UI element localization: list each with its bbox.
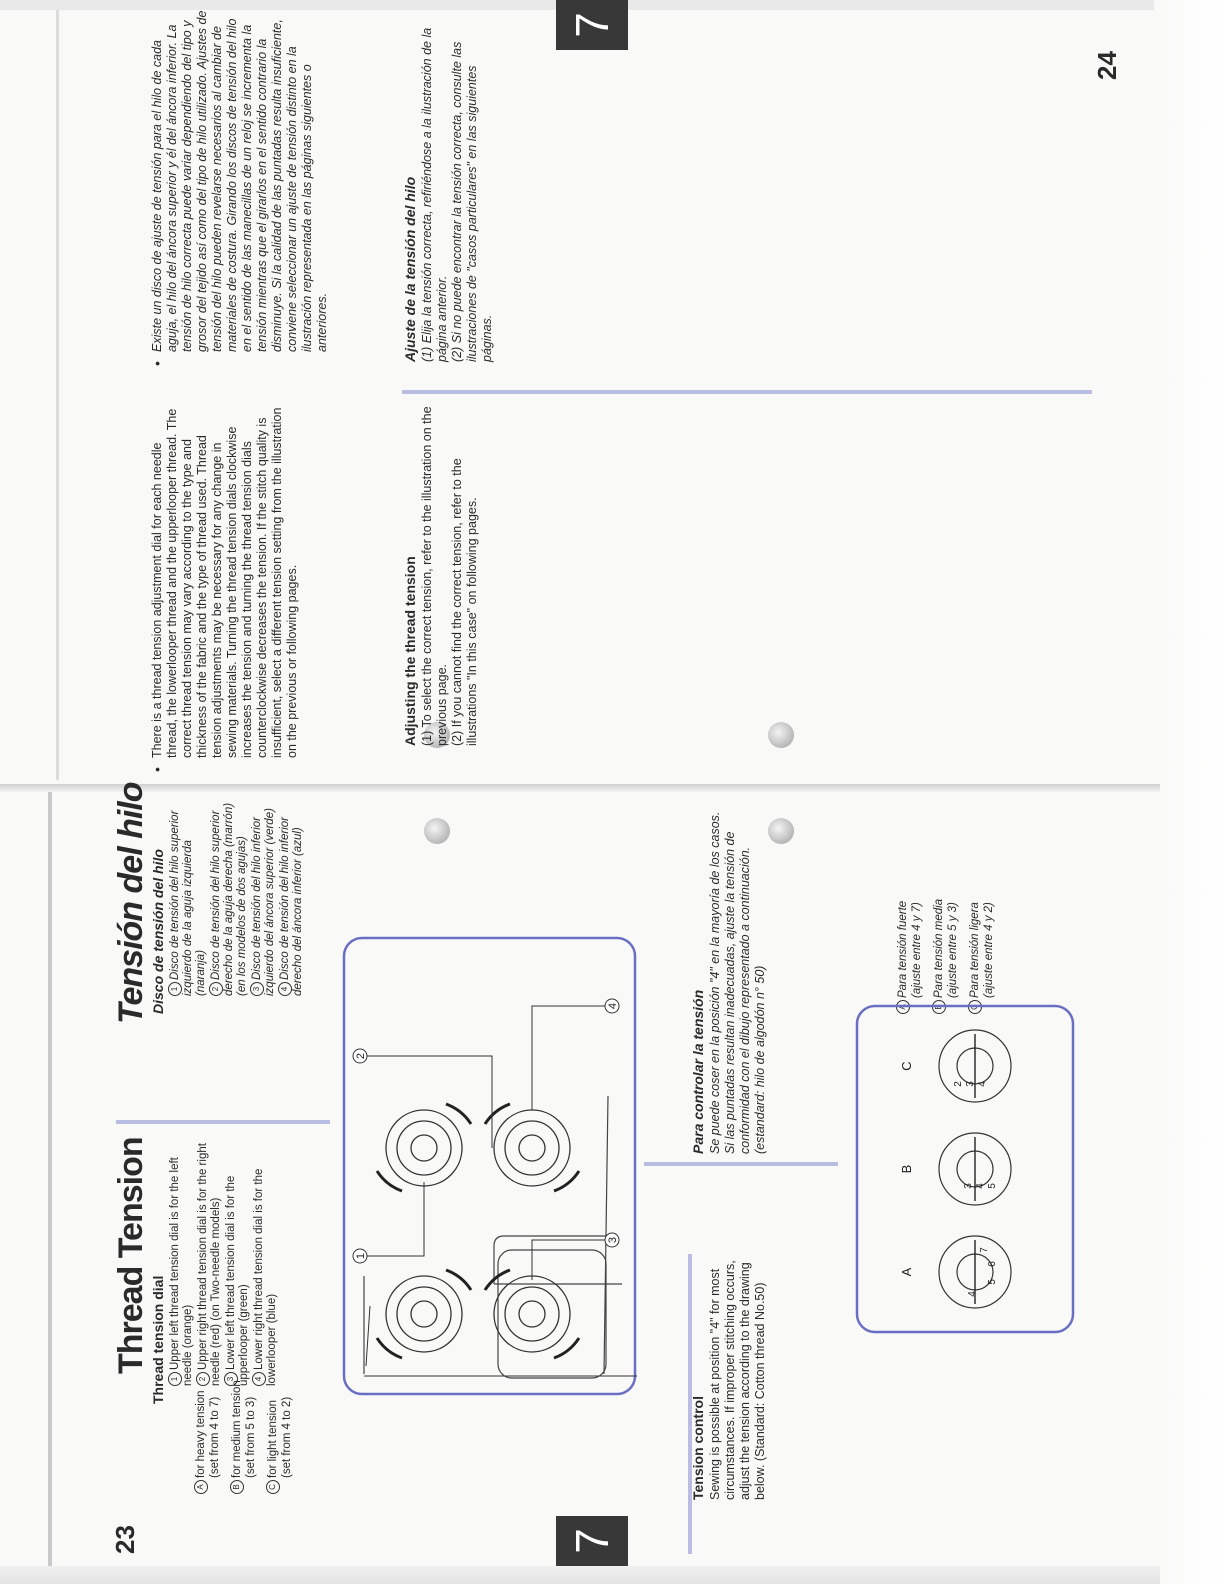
legend-letter: C	[968, 1000, 982, 1014]
legend-entry	[266, 1274, 294, 1494]
legend-letter: C	[266, 1480, 280, 1494]
gauge-letter-a: A	[899, 1267, 914, 1277]
gauge-c-num: 2	[953, 1081, 964, 1087]
legend-letter: B	[230, 1480, 244, 1494]
divider-left-top	[116, 1120, 330, 1124]
legend-entry	[968, 794, 996, 1014]
legend-entry	[230, 1274, 258, 1494]
control-text-en: Sewing is possible at position "4" for most circumstances. If improper stitching occurs, adjust the tension according to the drawing below. (Standard: Cotton thread No.50)	[708, 1260, 767, 1500]
control-heading-en: Tension control	[690, 1396, 706, 1500]
legend-es	[896, 794, 1004, 1014]
dial-text: Disco de tensión del hilo superior izquierdo de la aguja izquierda (naranja)	[169, 810, 208, 996]
dial-number: 1	[168, 1372, 182, 1386]
dial-text: Disco de tensión del hilo inferior derecho del áncora inferior (azul)	[279, 816, 305, 996]
adjust-step	[420, 406, 450, 746]
dial-item	[278, 794, 305, 996]
adjust-heading-en: Adjusting the thread tension	[402, 556, 418, 746]
title-es: Tensión del hilo	[112, 782, 150, 1024]
legend-line1: for medium tension	[231, 1380, 244, 1478]
adjust-es	[402, 22, 495, 362]
title-en: Thread Tension	[112, 1137, 150, 1374]
dial-number: 2	[209, 982, 223, 996]
tension-control-es	[690, 804, 768, 1154]
legend-line2: (ajuste entre 5 y 3)	[947, 902, 960, 998]
dial-text: Disco de tensión del hilo inferior izquierdo del áncora superior (verde)	[251, 808, 277, 996]
chapter-tab-left: 7	[556, 1516, 628, 1566]
page-number-24: 24	[1092, 51, 1122, 80]
dial-number: 4	[252, 1372, 266, 1386]
legend-line2: (set from 4 to 2)	[281, 1396, 294, 1478]
legend-entry	[932, 794, 960, 1014]
divider-left-mid2	[644, 1162, 838, 1166]
legend-line1: Para tensión fuerte	[897, 900, 910, 998]
callout-1: 1	[355, 1252, 367, 1260]
gauge-c-num: 4	[977, 1081, 988, 1087]
gauge-a-num: 4	[967, 1291, 978, 1297]
callout-2: 2	[355, 1052, 367, 1060]
dial-number: 2	[196, 1372, 210, 1386]
gauge-b-num: 3	[963, 1183, 974, 1189]
gauge-a-num: 5	[987, 1279, 998, 1285]
dial-item	[209, 794, 249, 996]
dial-number: 3	[250, 982, 264, 996]
gauge-b-num: 4	[975, 1183, 986, 1189]
dial-items-es	[168, 794, 305, 1014]
tension-control-en	[690, 1260, 768, 1500]
callout-4: 4	[607, 1002, 619, 1010]
step-text: Elija la tensión correcta, refiriéndose a la ilustración de la página anterior.	[420, 27, 449, 362]
gauge-letter-c: C	[899, 1061, 914, 1071]
legend-line1: for light tension	[267, 1400, 280, 1478]
divider-right	[402, 390, 1092, 394]
body-es: • Existe un disco de ajuste de tensión para el hilo de cada aguja, el hilo del áncora superior y él del áncora inferior. La tensión de hilo correcta puede variar dependiendo del tipo y grosor del tejido así como del tipo de hilo utilizado. Ajustes de tensión del hilo pueden revelarse necesarios al cambiar de materiales de costura. Girando los discos de tensión del hilo en el sentido de las manecillas de un reloj se incrementa la tensión mientras que el girarlos en el sentido contrario la disminuye. Si la calidad de las puntadas resulta insuficiente, conviene seleccionar un ajuste de tensión distinto en la ilustración representada en las páginas siguientes o anteriores.	[150, 6, 330, 366]
dial-text: Upper right thread tension dial is for the right needle (red) (on Two-needle models)	[197, 1143, 223, 1386]
dial-number: 3	[224, 1372, 238, 1386]
legend-en	[194, 1274, 302, 1494]
dial-heading-es: Disco de tensión del hilo	[150, 849, 166, 1014]
dial-item	[250, 794, 277, 996]
step-number: (1)	[420, 727, 434, 746]
dial-text: Upper left thread tension dial is for the left needle (orange)	[169, 1157, 195, 1386]
gauge-a-num: 7	[979, 1247, 990, 1253]
dial-number: 1	[168, 982, 182, 996]
dial-text: Lower left thread tension dial is for the upperlooper (green)	[225, 1175, 251, 1386]
dial-text: Lower right thread tension dial is for the lowerlooper (blue)	[253, 1168, 279, 1386]
step-text: To select the correct tension, refer to the illustration on the previous page.	[420, 406, 449, 746]
dial-list-es	[150, 794, 306, 1014]
callout-3: 3	[607, 1236, 619, 1244]
legend-line1: Para tensión media	[933, 898, 946, 998]
gauge-a-num: 6	[987, 1261, 998, 1267]
body-text-es: Existe un disco de ajuste de tensión para el hilo de cada aguja, el hilo del áncora superior y él del áncora inferior. La tensión de hilo correcta puede variar dependiendo del tipo y grosor del tejido así como del tipo de hilo utilizado. Ajustes de tensión del hilo pueden revelarse necesarios al cambiar de materiales de costura. Girando los discos de tensión del hilo en el sentido de las manecillas de un reloj se incrementa la tensión mientras que el girarlos en el sentido contrario la disminuye. Si la calidad de las puntadas resulta insuficiente, conviene seleccionar un ajuste de tensión distinto en la ilustración representada en las páginas siguientes o anteriores.	[150, 10, 329, 352]
body-en: • There is a thread tension adjustment dial for each needle thread, the lowerlooper thread and the upperlooper thread. The correct thread tension may vary according to the type and thickness of the fabric and the type of thread used. Thread tension adjustments may be necessary for any change in sewing materials. Turning the thread tension dials clockwise increases the tension and turning the thread tension dials counterclockwise decreases the tension. If the stitch quality is insufficient, select a different tension setting from the illustration on the previous or following pages.	[150, 402, 300, 772]
adjust-en	[402, 406, 480, 746]
dial-heading-en: Thread tension dial	[150, 1275, 166, 1404]
gauge-frame	[857, 1006, 1073, 1332]
dial-number: 4	[278, 982, 292, 996]
legend-line1: for heavy tension	[195, 1390, 208, 1478]
legend-line2: (set from 4 to 7)	[209, 1396, 222, 1478]
control-text-es: Se puede coser en la posición "4" en la mayoría de los casos. Si las puntadas resultan inadecuadas, ajuste la tensión de conformidad con el dibujo representado a continuación. (estandard: hilo de algodón n° 50)	[708, 811, 767, 1154]
page-number-23: 23	[110, 1525, 140, 1554]
legend-line2: (ajuste entre 4 y 2)	[983, 902, 996, 998]
dial-item	[168, 794, 208, 996]
legend-line2: (ajuste entre 4 y 7)	[911, 902, 924, 998]
legend-letter: A	[896, 1000, 910, 1014]
adjust-items-en	[420, 406, 480, 746]
chapter-tab-right: 7	[556, 0, 628, 50]
gauge-c-num: 3	[965, 1081, 976, 1087]
step-number: (1)	[420, 343, 434, 362]
adjust-items-es	[420, 22, 495, 362]
dial-text: Disco de tensión del hilo superior derecho de la aguja derecha (marrón) (en los modelos de dos agujas)	[210, 802, 249, 996]
step-number: (2)	[450, 343, 464, 362]
body-text-en: There is a thread tension adjustment dial for each needle thread, the lowerlooper thread and the upperlooper thread. The correct thread tension may vary according to the type and thickness of the fabric and the type of thread used. Thread tension adjustments may be necessary for any change in sewing materials. Turning the thread tension dials clockwise increases the tension and turning the thread tension dials counterclockwise decreases the tension. If the stitch quality is insufficient, select a different tension setting from the illustration on the previous or following pages.	[150, 407, 299, 758]
legend-line2: (set from 5 to 3)	[245, 1396, 258, 1478]
control-heading-es: Para controlar la tensión	[690, 989, 706, 1154]
adjust-heading-es: Ajuste de la tensión del hilo	[402, 176, 418, 362]
dial-item	[168, 1129, 195, 1386]
legend-letter: A	[194, 1480, 208, 1494]
step-text: Si no puede encontrar la tensión correcta, consulte las ilustraciones de "casos particulares" en las siguientes páginas.	[450, 41, 494, 362]
adjust-step	[450, 406, 480, 746]
gauge-diagram	[855, 1004, 1075, 1334]
gauge-b-num: 5	[987, 1183, 998, 1189]
legend-line1: Para tensión ligera	[969, 902, 982, 998]
adjust-step	[420, 22, 450, 362]
adjust-step	[450, 22, 495, 362]
step-text: If you cannot find the correct tension, refer to the illustrations "In this case" on following pages.	[450, 458, 479, 746]
legend-entry	[194, 1274, 222, 1494]
legend-letter: B	[932, 1000, 946, 1014]
gauge-letter-b: B	[899, 1164, 914, 1174]
tension-dial-diagram	[342, 936, 637, 1396]
legend-entry	[896, 794, 924, 1014]
step-number: (2)	[450, 727, 464, 746]
